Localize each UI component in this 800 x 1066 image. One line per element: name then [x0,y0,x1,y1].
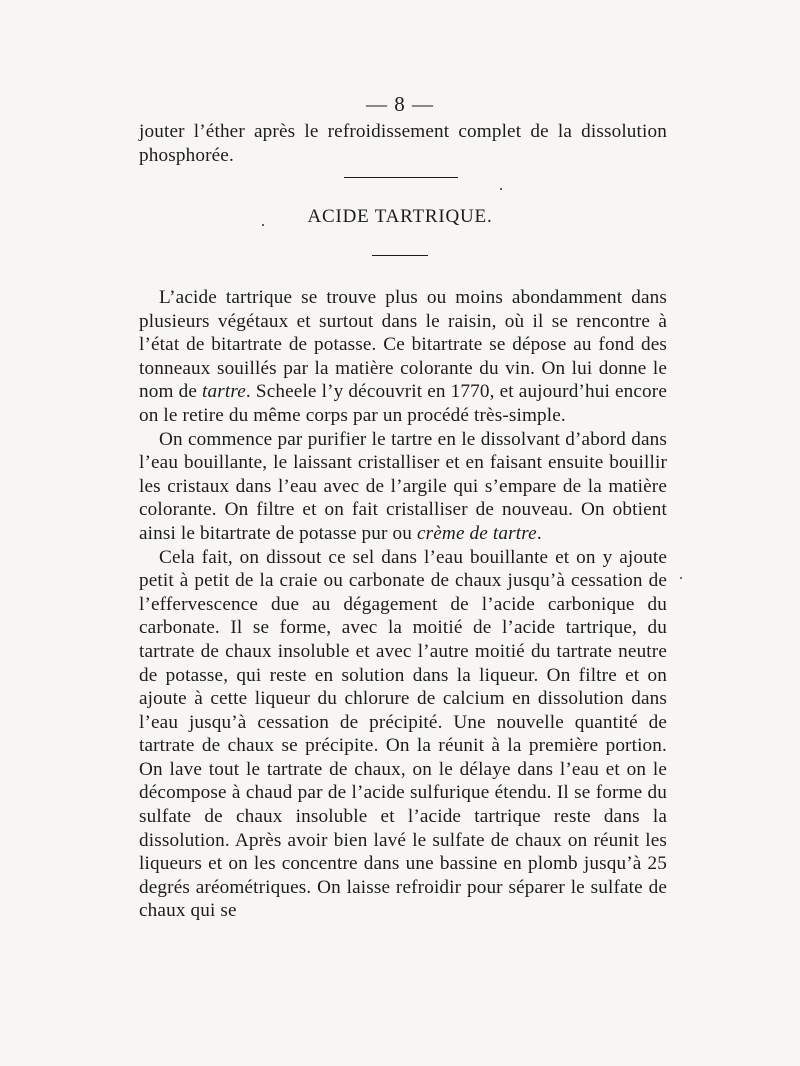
section-divider-bottom [372,255,428,256]
top-paragraph: jouter l’éther après le refroidissement complet de la dissolution phosphorée. [139,121,667,166]
paragraph [139,546,667,924]
paragraph-text: Cela fait, on dissout ce sel dans l’eau bouillante et on y ajoute petit à petit de la craie ou carbonate de chaux jusqu’à cessation de l’effervescence due au dégagement de l’acide carbonique du carbonate. Il se forme, avec la moitié de l’acide tartrique, du tartrate de chaux insoluble et avec l’autre moitié du tartrate neutre de potasse, qui reste en solution dans la liqueur. On filtre et on ajoute à cette liqueur du chlorure de calcium en dissolution dans l’eau jusqu’à cessation de précipité. Une nouvelle quantité de tartrate de chaux se précipite. On la réunit à la première portion. On lave tout le tartrate de chaux, on le délaye dans l’eau et on le décompose à chaud par de l’acide sulfurique étendu. Il se forme du sulfate de chaux insoluble et l’acide tartrique reste dans la dissolution. Après avoir bien lavé le sulfate de chaux on réunit les liqueurs et on les concentre dans une bassine en plomb jusqu’à 25 degrés aréométriques. On laisse refroidir pour séparer le sulfate de chaux qui se [139,546,667,922]
italic-term: crème de tartre [416,522,537,544]
section-divider-top [344,177,458,178]
italic-term: tartre [202,381,246,403]
section-body [139,286,667,923]
paragraph-text: On commence par purifier le tartre en le dissolvant d’abord dans l’eau bouillante, le laissant cristalliser et en faisant ensuite bouillir les cristaux dans l’eau avec de l’argile qui s’empare de la matière colorante. On filtre et on fait cristalliser de nouveau. On obtient ainsi le bitartrate de potasse pur ou [139,428,667,544]
paper-speck [262,224,264,226]
paragraph [139,286,667,428]
top-paragraph-block [139,120,667,167]
paragraph-text: L’acide tartrique se trouve plus ou moins abondamment dans plusieurs végétaux et surtout dans le raisin, où il se rencontre à l’état de bitartrate de potasse. Ce bitartrate se dépose au fond des tonneaux souillés par la matière colorante du vin. On lui donne le nom de [139,287,667,403]
paragraph-text: . Scheele l’y découvrit en 1770, et aujourd’hui encore on le retire du même corps par un procédé très-simple. [139,381,667,426]
section-title: ACIDE TARTRIQUE. [307,206,493,227]
paragraph [139,428,667,546]
paper-speck [680,577,682,579]
page-number: — 8 — [366,92,434,116]
paragraph-text: . [536,522,542,544]
paper-speck [500,188,502,190]
